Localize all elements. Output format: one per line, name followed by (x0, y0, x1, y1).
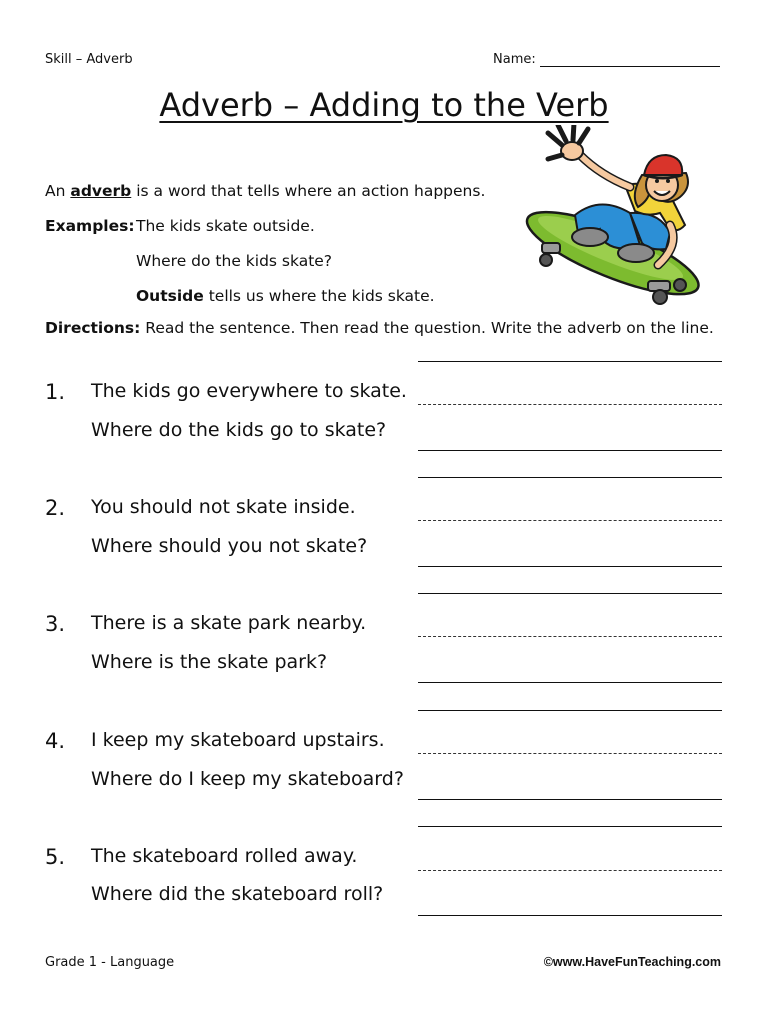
answer-line[interactable] (418, 915, 722, 916)
question-number: 1. (45, 380, 66, 404)
answer-line[interactable] (418, 593, 722, 594)
definition-text: An adverb is a word that tells where an action happens. (45, 182, 486, 200)
question-prompt: Where do I keep my skateboard? (91, 768, 404, 790)
name-label: Name: (493, 52, 536, 67)
question-sentence: The skateboard rolled away. (91, 845, 358, 867)
question-prompt: Where did the skateboard roll? (91, 883, 384, 905)
copyright-link[interactable]: ©www.HaveFunTeaching.com (543, 955, 721, 969)
example-question: Where do the kids skate? (136, 252, 333, 270)
answer-line[interactable] (418, 682, 722, 683)
question-sentence: The kids go everywhere to skate. (91, 380, 407, 402)
skateboarder-illustration (520, 125, 705, 315)
example-answer: Outside tells us where the kids skate. (136, 287, 435, 305)
examples-label: Examples: (45, 217, 135, 235)
example-sentence: The kids skate outside. (136, 217, 315, 235)
answer-line[interactable] (418, 566, 722, 567)
answer-guide-line (418, 404, 722, 405)
question-prompt: Where do the kids go to skate? (91, 419, 387, 441)
worksheet-title: Adverb – Adding to the Verb (159, 86, 609, 124)
directions-label: Directions: (45, 319, 141, 337)
adverb-term: adverb (70, 182, 132, 200)
answer-guide-line (418, 520, 722, 521)
question-number: 3. (45, 612, 66, 636)
answer-line[interactable] (418, 826, 722, 827)
question-number: 5. (45, 845, 66, 869)
answer-line[interactable] (418, 710, 722, 711)
answer-guide-line (418, 753, 722, 754)
answer-line[interactable] (418, 799, 722, 800)
name-blank-line[interactable] (540, 54, 720, 67)
question-number: 4. (45, 729, 66, 753)
answer-line[interactable] (418, 361, 722, 362)
question-prompt: Where is the skate park? (91, 651, 328, 673)
answer-line[interactable] (418, 477, 722, 478)
skill-label: Skill – Adverb (45, 52, 133, 67)
answer-guide-line (418, 636, 722, 637)
question-sentence: I keep my skateboard upstairs. (91, 729, 385, 751)
question-sentence: There is a skate park nearby. (91, 612, 367, 634)
question-prompt: Where should you not skate? (91, 535, 368, 557)
name-field[interactable] (493, 52, 720, 67)
directions-text: Directions: Read the sentence. Then read the question. Write the adverb on the line. (45, 319, 714, 337)
question-sentence: You should not skate inside. (91, 496, 356, 518)
answer-guide-line (418, 870, 722, 871)
grade-label: Grade 1 - Language (45, 955, 175, 970)
question-number: 2. (45, 496, 66, 520)
answer-line[interactable] (418, 450, 722, 451)
